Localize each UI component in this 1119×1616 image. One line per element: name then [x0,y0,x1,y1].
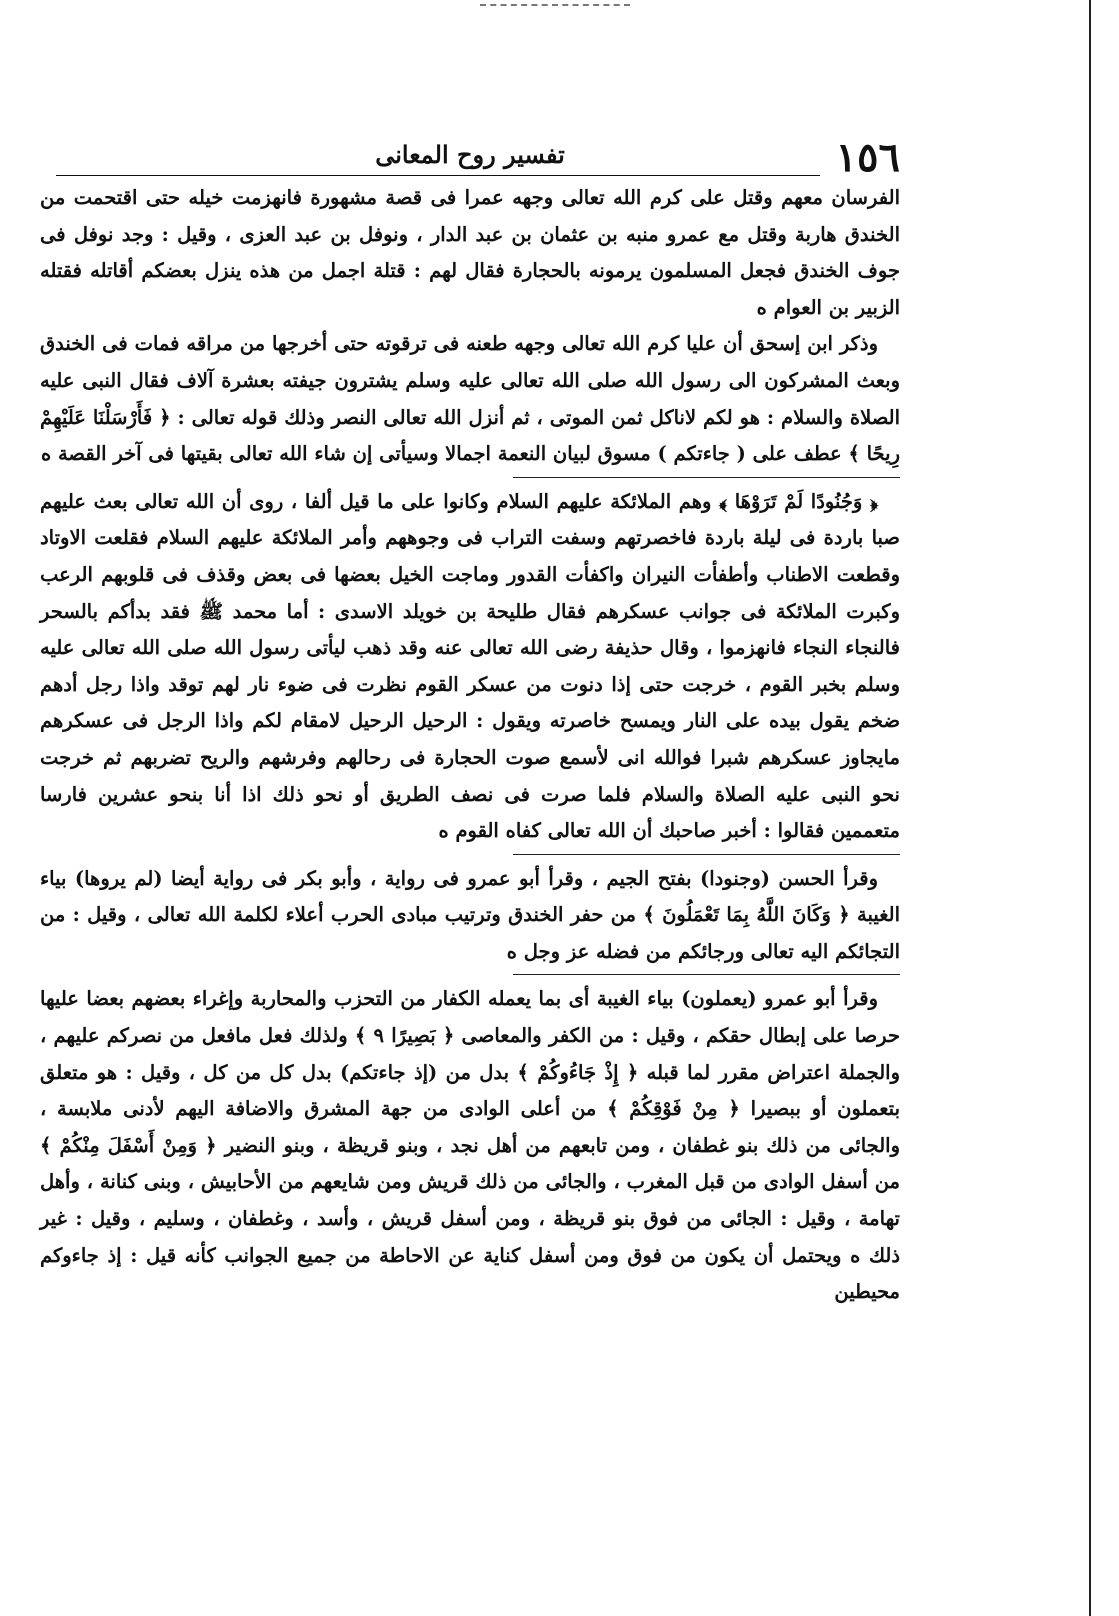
book-title: تفسير روح المعانى [375,140,565,169]
page-number: ١٥٦ [835,134,900,181]
page-edge-line [1089,0,1091,1616]
section-divider [513,974,900,975]
top-edge-mark [480,4,630,6]
section-divider [513,854,900,855]
paragraph-2: وذكر ابن إسحق أن عليا كرم الله تعالى وجهه طعنه فى ترقوته حتى أخرجها من مراقه فمات فى الخندق وبعث المشركون الى رسول الله صلى الله تعالى عليه وسلم يشترون جيفته بعشرة آلاف فقال النبى عليه الصلاة والسلام : هو لكم لاناكل ثمن الموتى ، ثم أنزل الله تعالى النصر وذلك قوله تعالى : ﴿ فَأَرْسَلْنَا عَلَيْهِمْ رِيحًا ﴾ عطف على ( جاءتكم ) مسوق لبيان النعمة اجمالا وسيأتى إن شاء الله تعالى بقيتها فى آخر القصة ه [40,332,900,466]
header-rule [56,175,820,176]
paragraph-1: الفرسان معهم وقتل على كرم الله تعالى وجهه عمرا فى قصة مشهورة فانهزمت خيله حتى اقتحمت من الخندق هاربة وقتل مع عمرو منبه بن عثمان بن عبد الدار ، ونوفل بن عبد العزى ، وقيل : وجد نوفل فى جوف الخندق فجعل المسلمون يرمونه بالحجارة فقال لهم : قتلة اجمل من هذه ينزل بعضكم أقاتله فقتله الزبير بن العوام ه [40,186,900,319]
paragraph-5: وقرأ أبو عمرو (يعملون) بياء الغيبة أى بما يعمله الكفار من التحزب والمحاربة وإغراء بعضهم بعضا عليها حرصا على إبطال حقكم ، وقيل : من الكفر والمعاصى ﴿ بَصِيرًا ٩ ﴾ ولذلك فعل مافعل من نصركم عليهم ، والجملة اعتراض مقرر لما قبله ﴿ إِذْ جَاءُوكُمْ ﴾ بدل من (إذ جاءتكم) بدل كل من كل ، وقيل : هو متعلق بتعملون أو ببصيرا ﴿ مِنْ فَوْقِكُمْ ﴾ من أعلى الوادى من جهة المشرق والاضافة اليهم لأدنى ملابسة ، والجائى من ذلك بنو غطفان ، ومن تابعهم من أهل نجد ، وبنو قريظة ، وبنو النضير ﴿ وَمِنْ أَسْفَلَ مِنْكُمْ ﴾ من أسفل الوادى من قبل المغرب ، والجائى من ذلك قريش ومن شايعهم من الأحابيش ، وبنى كنانة ، وأهل تهامة ، وقيل : الجائى من فوق بنو قريظة ، ومن أسفل قريش ، وأسد ، وغطفان ، وسليم ، وقيل : غير ذلك ه ويحتمل أن يكون من فوق ومن أسفل كناية عن الاحاطة من جميع الجوانب كأنه قيل : إذ جاءوكم محيطين [40,987,901,1304]
section-divider [513,477,900,478]
page-header [40,130,900,180]
page [40,130,900,1311]
paragraph-4: وقرأ الحسن (وجنودا) بفتح الجيم ، وقرأ أبو عمرو فى رواية ، وأبو بكر فى رواية أيضا (لم يروها) بياء الغيبة ﴿ وَكَانَ اللَّهُ بِمَا تَعْمَلُونَ ﴾ من حفر الخندق وترتيب مبادى الحرب أعلاء لكلمة الله تعالى ، وقيل : من التجائكم اليه تعالى ورجائكم من فضله عز وجل ه [40,866,900,963]
paragraph-3: ﴿ وَجُنُودًا لَمْ تَرَوْهَا ﴾ وهم الملائكة عليهم السلام وكانوا على ما قيل ألفا ، روى أن الله تعالى بعث عليهم صبا باردة فى ليلة باردة فاخصرتهم وسفت التراب فى وجوههم وأمر الملائكة عليهم السلام فقلعت الاوتاد وقطعت الاطناب وأطفأت النيران واكفأت القدور وماجت الخيل بعضها فى بعض وقذف فى قلوبهم الرعب وكبرت الملائكة فى جوانب عسكرهم فقال طليحة بن خويلد الاسدى : أما محمد ﷺ فقد بدأكم بالسحر فالنجاء النجاء فانهزموا ، وقال حذيفة رضى الله تعالى عنه وقد ذهب ليأتى رسول الله صلى الله تعالى عليه وسلم بخبر القوم ، خرجت حتى إذا دنوت من عسكر القوم نظرت فى ضوء نار لهم توقد واذا رجل أدهم ضخم يقول بيده على النار ويمسح خاصرته ويقول : الرحيل الرحيل لامقام لكم واذا الرجل فى عسكرهم مايجاوز عسكرهم شبرا فوالله انى لأسمع صوت الحجارة فى رحالهم وفرشهم والريح تضربهم ثم خرجت نحو النبى عليه الصلاة والسلام فلما صرت فى نصف الطريق أو نحو ذلك اذا أنا بنحو عشرين فارسا متعممين فقالوا : أخبر صاحبك أن الله تعالى كفاه القوم ه [40,489,900,843]
